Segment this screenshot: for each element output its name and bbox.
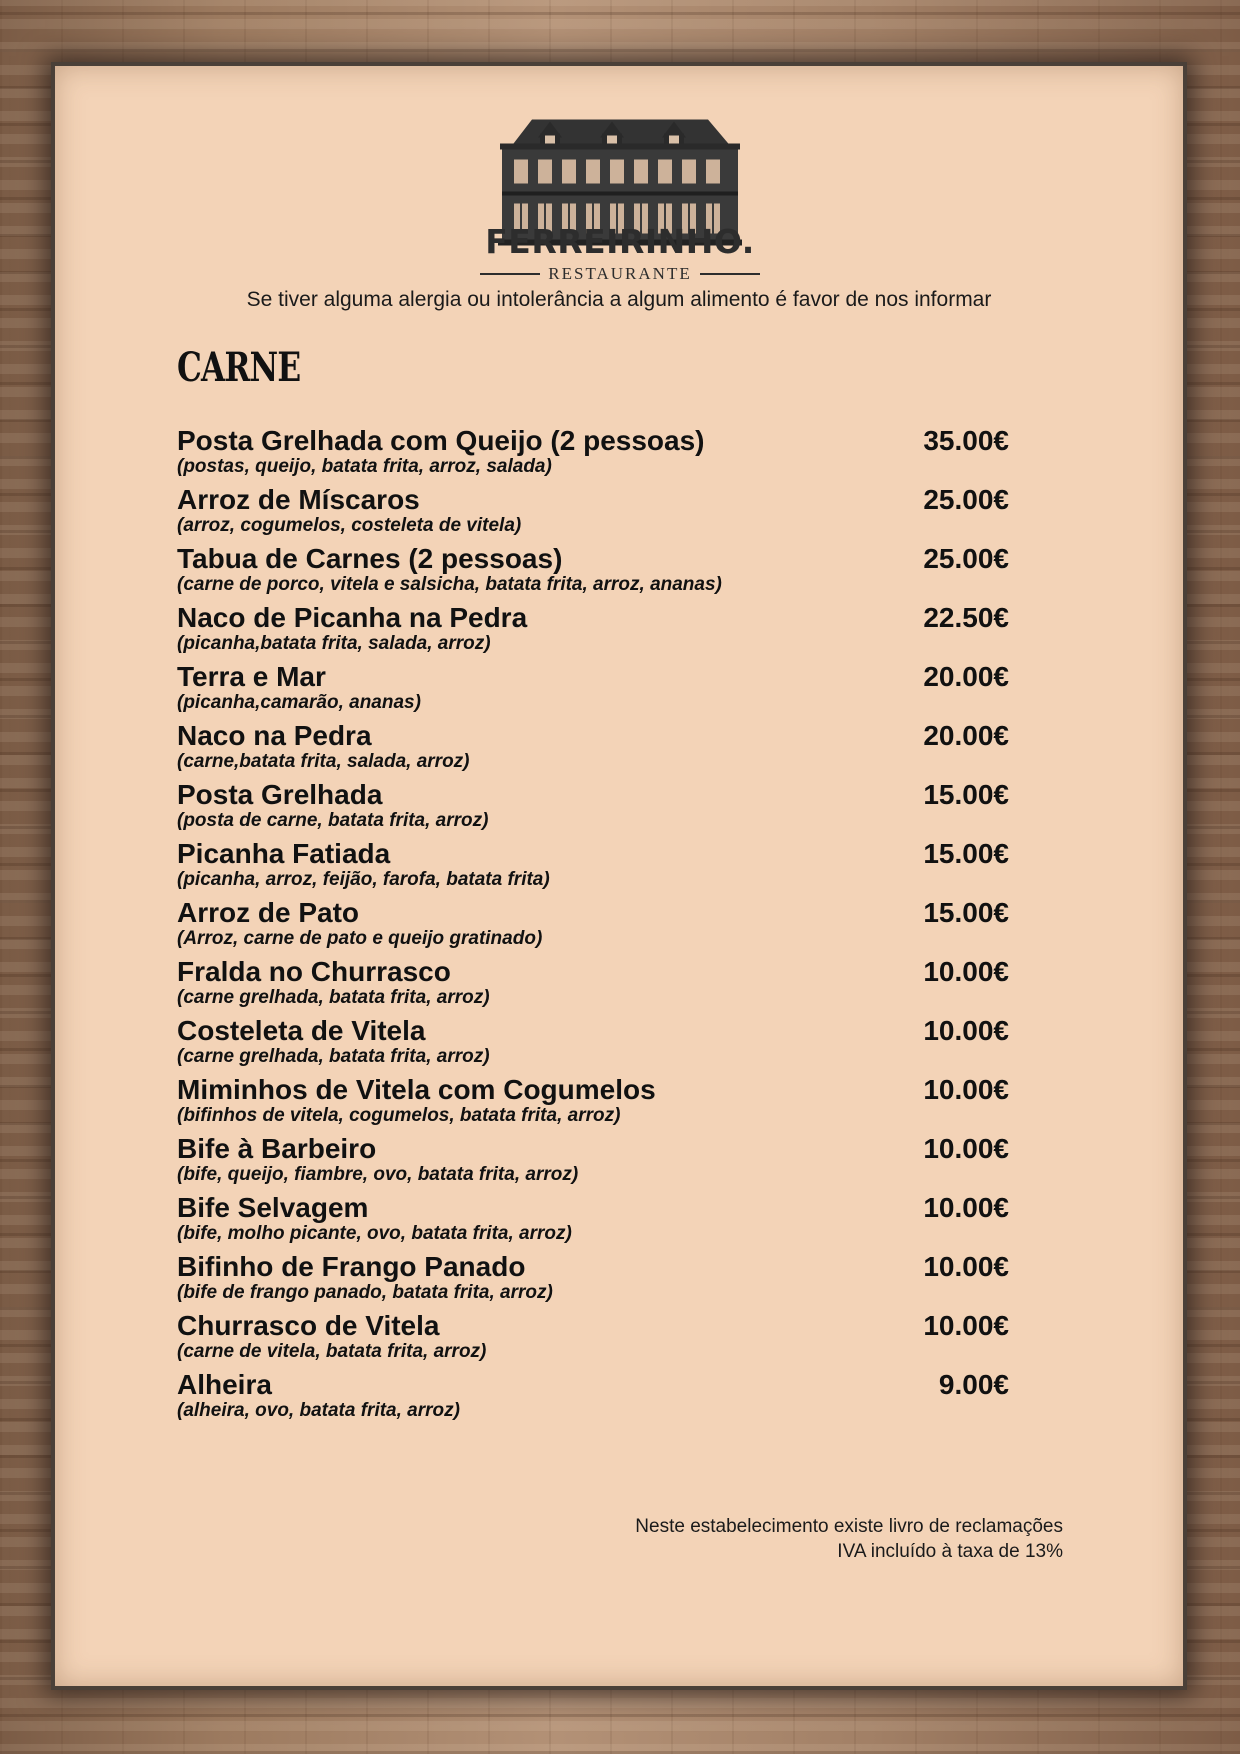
menu-item-description: (alheira, ovo, batata frita, arroz) xyxy=(177,1400,460,1421)
menu-item-description: (picanha,camarão, ananas) xyxy=(177,692,421,713)
menu-item-price: 10.00€ xyxy=(923,1251,1009,1282)
menu-item xyxy=(177,483,1009,542)
menu-item-row xyxy=(177,1250,1009,1284)
menu-item xyxy=(177,837,1009,896)
menu-item-price: 10.00€ xyxy=(923,1015,1009,1046)
menu-item-name: Picanha Fatiada xyxy=(177,838,391,869)
menu-item xyxy=(177,660,1009,719)
menu-item-price: 22.50€ xyxy=(923,602,1009,633)
complaints-book-notice: Neste estabelecimento existe livro de reclamações xyxy=(635,1516,1063,1537)
menu-item-price: 10.00€ xyxy=(923,1192,1009,1223)
menu-item-description: (bifinhos de vitela, cogumelos, batata frita, arroz) xyxy=(177,1105,621,1126)
menu-item-name: Posta Grelhada xyxy=(177,779,383,810)
menu-item-name: Tabua de Carnes (2 pessoas) xyxy=(177,543,563,574)
menu-item-row xyxy=(177,1014,1009,1048)
menu-item-description: (carne,batata frita, salada, arroz) xyxy=(177,751,470,772)
menu-item-name: Naco de Picanha na Pedra xyxy=(177,602,528,633)
menu-item xyxy=(177,601,1009,660)
menu-item-price: 10.00€ xyxy=(923,1074,1009,1105)
menu-item-row xyxy=(177,955,1009,989)
menu-item-description: (posta de carne, batata frita, arroz) xyxy=(177,810,489,831)
menu-item-row xyxy=(177,778,1009,812)
menu-item xyxy=(177,1368,1009,1427)
menu-item-price: 10.00€ xyxy=(923,1310,1009,1341)
menu-item-description: (Arroz, carne de pato e queijo gratinado) xyxy=(177,928,543,949)
menu-item-row xyxy=(177,1309,1009,1343)
menu-item-name: Bife à Barbeiro xyxy=(177,1133,377,1164)
menu-item xyxy=(177,1191,1009,1250)
menu-item-description: (carne grelhada, batata frita, arroz) xyxy=(177,987,490,1008)
menu-item xyxy=(177,1309,1009,1368)
divider xyxy=(480,273,540,275)
menu-item-description: (bife, molho picante, ovo, batata frita, arroz) xyxy=(177,1223,572,1244)
menu-item-price: 9.00€ xyxy=(938,1369,1009,1400)
menu-item-price: 35.00€ xyxy=(923,425,1009,456)
menu-item-row xyxy=(177,837,1009,871)
menu-item-description: (carne grelhada, batata frita, arroz) xyxy=(177,1046,490,1067)
menu-item-name: Bifinho de Frango Panado xyxy=(177,1251,526,1282)
menu-list xyxy=(177,424,1009,1427)
menu-item xyxy=(177,719,1009,778)
allergy-notice: Se tiver alguma alergia ou intolerância a algum alimento é favor de nos informar xyxy=(246,288,992,311)
menu-item-price: 15.00€ xyxy=(923,779,1009,810)
menu-item-price: 15.00€ xyxy=(923,897,1009,928)
menu-item xyxy=(177,778,1009,837)
footer xyxy=(635,1514,1063,1564)
menu-item-name: Bife Selvagem xyxy=(177,1192,369,1223)
menu-item-name: Fralda no Churrasco xyxy=(177,956,451,987)
vat-notice: IVA incluído à taxa de 13% xyxy=(837,1541,1063,1562)
restaurant-subtitle: RESTAURANTE xyxy=(548,264,692,283)
menu-item xyxy=(177,542,1009,601)
menu-item-description: (carne de porco, vitela e salsicha, batata frita, arroz, ananas) xyxy=(177,574,722,595)
menu-item xyxy=(177,424,1009,483)
menu-item-row xyxy=(177,1073,1009,1107)
restaurant-subtitle-row xyxy=(480,264,760,284)
menu-item-name: Costeleta de Vitela xyxy=(177,1015,426,1046)
menu-item-name: Alheira xyxy=(177,1369,272,1400)
menu-item-row xyxy=(177,1191,1009,1225)
menu-item-description: (postas, queijo, batata frita, arroz, salada) xyxy=(177,456,552,477)
menu-item-price: 20.00€ xyxy=(923,661,1009,692)
menu-item-price: 25.00€ xyxy=(923,484,1009,515)
menu-item-row xyxy=(177,719,1009,753)
menu-item-description: (bife de frango panado, batata frita, arroz) xyxy=(177,1282,553,1303)
menu-item xyxy=(177,1132,1009,1191)
menu-item xyxy=(177,1073,1009,1132)
menu-item-name: Arroz de Míscaros xyxy=(177,484,420,515)
menu-item-row xyxy=(177,601,1009,635)
menu-item-name: Posta Grelhada com Queijo (2 pessoas) xyxy=(177,425,705,456)
menu-item-name: Arroz de Pato xyxy=(177,897,360,928)
menu-item-row xyxy=(177,1368,1009,1402)
menu-item-description: (bife, queijo, fiambre, ovo, batata frita, arroz) xyxy=(177,1164,579,1185)
menu-item-price: 25.00€ xyxy=(923,543,1009,574)
menu-item-name: Churrasco de Vitela xyxy=(177,1310,440,1341)
menu-item-row xyxy=(177,1132,1009,1166)
restaurant-name: FERREIRINHO. xyxy=(485,222,755,261)
menu-item xyxy=(177,955,1009,1014)
menu-item-price: 15.00€ xyxy=(923,838,1009,869)
menu-item-row xyxy=(177,424,1009,458)
menu-item-price: 20.00€ xyxy=(923,720,1009,751)
menu-item-row xyxy=(177,542,1009,576)
menu-item-price: 10.00€ xyxy=(923,956,1009,987)
menu-item xyxy=(177,1014,1009,1073)
menu-item-description: (carne de vitela, batata frita, arroz) xyxy=(177,1341,487,1362)
menu-item xyxy=(177,896,1009,955)
menu-item-row xyxy=(177,483,1009,517)
menu-item-description: (picanha, arroz, feijão, farofa, batata frita) xyxy=(177,869,550,890)
menu-item-row xyxy=(177,896,1009,930)
divider xyxy=(700,273,760,275)
menu-item xyxy=(177,1250,1009,1309)
menu-item-description: (picanha,batata frita, salada, arroz) xyxy=(177,633,491,654)
menu-item-row xyxy=(177,660,1009,694)
menu-item-description: (arroz, cogumelos, costeleta de vitela) xyxy=(177,515,522,536)
menu-item-name: Naco na Pedra xyxy=(177,720,372,751)
menu-item-name: Miminhos de Vitela com Cogumelos xyxy=(177,1074,656,1105)
menu-item-name: Terra e Mar xyxy=(177,661,326,692)
section-title: CARNE xyxy=(177,344,301,391)
menu-item-price: 10.00€ xyxy=(923,1133,1009,1164)
